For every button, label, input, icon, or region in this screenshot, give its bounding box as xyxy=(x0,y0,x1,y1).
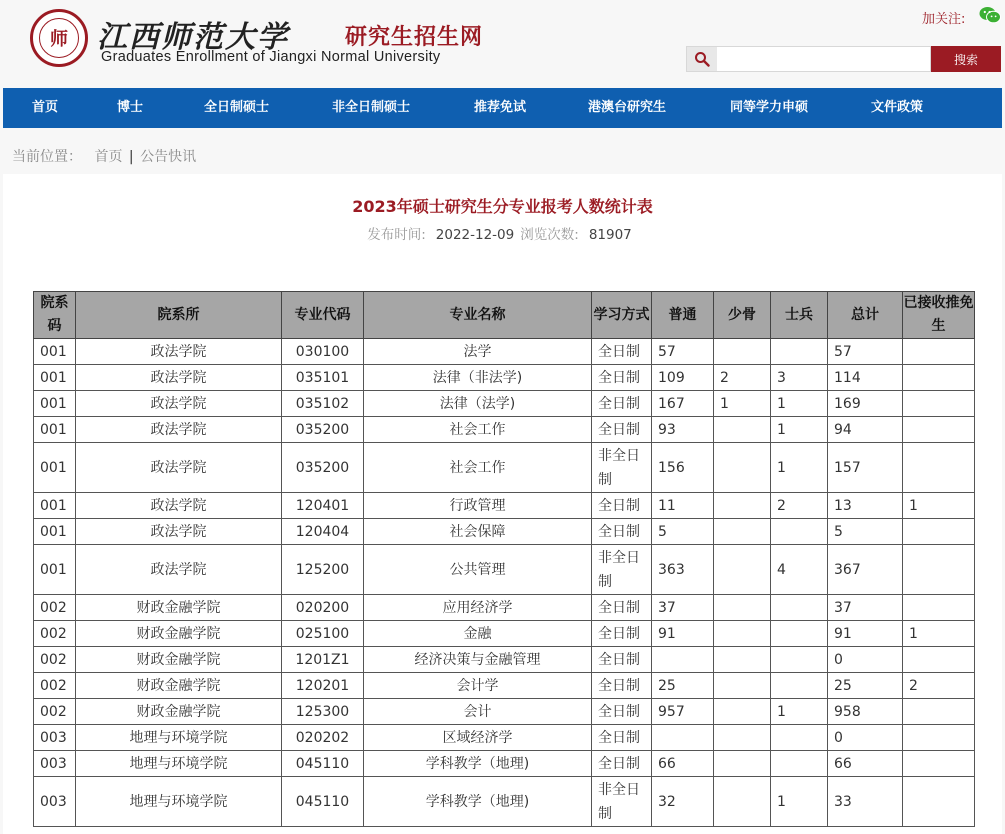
column-header: 少骨 xyxy=(714,292,771,339)
table-cell: 学科教学（地理) xyxy=(364,751,592,777)
table-row xyxy=(34,545,975,595)
table-cell xyxy=(714,621,771,647)
table-cell xyxy=(903,699,975,725)
view-count-label: 浏览次数: xyxy=(520,227,579,243)
article-content xyxy=(3,174,1002,834)
table-cell xyxy=(714,493,771,519)
table-cell: 125300 xyxy=(282,699,364,725)
table-cell: 非全日制 xyxy=(592,777,652,827)
table-cell: 002 xyxy=(34,673,76,699)
publish-date-label: 发布时间: xyxy=(367,227,426,243)
table-cell: 政法学院 xyxy=(76,391,282,417)
table-cell: 政法学院 xyxy=(76,417,282,443)
table-cell: 94 xyxy=(828,417,903,443)
table-cell: 030100 xyxy=(282,339,364,365)
breadcrumb-prefix: 当前位置： xyxy=(12,149,82,165)
table-cell: 1 xyxy=(771,443,828,493)
table-cell: 0 xyxy=(828,647,903,673)
table-cell: 社会工作 xyxy=(364,417,592,443)
table-row xyxy=(34,725,975,751)
table-cell: 11 xyxy=(652,493,714,519)
table-cell xyxy=(714,673,771,699)
table-cell: 109 xyxy=(652,365,714,391)
table-cell: 全日制 xyxy=(592,647,652,673)
table-cell: 020202 xyxy=(282,725,364,751)
table-row xyxy=(34,417,975,443)
table-cell: 政法学院 xyxy=(76,545,282,595)
table-cell: 32 xyxy=(652,777,714,827)
table-cell: 会计学 xyxy=(364,673,592,699)
table-cell: 会计 xyxy=(364,699,592,725)
table-cell xyxy=(903,777,975,827)
table-row xyxy=(34,699,975,725)
table-cell: 全日制 xyxy=(592,493,652,519)
table-cell: 1 xyxy=(771,417,828,443)
table-cell: 91 xyxy=(828,621,903,647)
table-cell xyxy=(714,725,771,751)
table-row xyxy=(34,751,975,777)
table-cell: 财政金融学院 xyxy=(76,673,282,699)
view-count: 81907 xyxy=(588,227,632,243)
table-cell xyxy=(714,443,771,493)
table-row xyxy=(34,365,975,391)
search-icon[interactable] xyxy=(687,47,717,71)
table-cell xyxy=(714,519,771,545)
table-cell: 政法学院 xyxy=(76,339,282,365)
table-cell: 法学 xyxy=(364,339,592,365)
table-cell: 002 xyxy=(34,699,76,725)
table-row xyxy=(34,443,975,493)
publish-date: 2022-12-09 xyxy=(435,227,515,243)
column-header: 士兵 xyxy=(771,292,828,339)
table-cell: 035200 xyxy=(282,443,364,493)
table-cell: 25 xyxy=(828,673,903,699)
search-input[interactable] xyxy=(718,47,928,71)
table-cell: 非全日制 xyxy=(592,545,652,595)
table-cell: 全日制 xyxy=(592,699,652,725)
table-cell xyxy=(714,699,771,725)
site-header xyxy=(0,0,1005,88)
table-cell: 财政金融学院 xyxy=(76,595,282,621)
table-cell: 财政金融学院 xyxy=(76,621,282,647)
table-row xyxy=(34,339,975,365)
table-cell: 全日制 xyxy=(592,391,652,417)
table-cell: 001 xyxy=(34,339,76,365)
column-header: 院系码 xyxy=(34,292,76,339)
table-row xyxy=(34,673,975,699)
table-cell: 25 xyxy=(652,673,714,699)
table-row xyxy=(34,621,975,647)
table-cell xyxy=(714,417,771,443)
table-cell: 行政管理 xyxy=(364,493,592,519)
table-cell xyxy=(714,647,771,673)
table-cell: 全日制 xyxy=(592,519,652,545)
table-cell: 367 xyxy=(828,545,903,595)
table-cell xyxy=(652,647,714,673)
table-cell: 1201Z1 xyxy=(282,647,364,673)
table-cell: 社会保障 xyxy=(364,519,592,545)
table-cell xyxy=(771,621,828,647)
table-cell xyxy=(903,725,975,751)
table-cell: 001 xyxy=(34,519,76,545)
table-cell: 120401 xyxy=(282,493,364,519)
table-cell: 地理与环境学院 xyxy=(76,751,282,777)
table-row xyxy=(34,595,975,621)
table-cell: 财政金融学院 xyxy=(76,647,282,673)
nav-item-home[interactable]: 首页 xyxy=(32,100,59,115)
table-cell: 66 xyxy=(828,751,903,777)
table-cell: 57 xyxy=(652,339,714,365)
table-cell: 363 xyxy=(652,545,714,595)
table-row xyxy=(34,519,975,545)
table-cell: 37 xyxy=(652,595,714,621)
column-header: 学习方式 xyxy=(592,292,652,339)
table-cell: 经济决策与金融管理 xyxy=(364,647,592,673)
table-cell: 政法学院 xyxy=(76,365,282,391)
table-cell: 125200 xyxy=(282,545,364,595)
table-cell: 地理与环境学院 xyxy=(76,725,282,751)
table-cell: 全日制 xyxy=(592,621,652,647)
table-cell: 全日制 xyxy=(592,725,652,751)
table-cell: 应用经济学 xyxy=(364,595,592,621)
nav-item-policy-files[interactable]: 文件政策 xyxy=(871,100,924,115)
table-cell xyxy=(714,595,771,621)
table-cell: 公共管理 xyxy=(364,545,592,595)
table-cell: 4 xyxy=(771,545,828,595)
table-cell: 156 xyxy=(652,443,714,493)
column-header: 院系所 xyxy=(76,292,282,339)
table-cell: 045110 xyxy=(282,777,364,827)
table-cell: 003 xyxy=(34,777,76,827)
table-cell xyxy=(903,417,975,443)
table-cell: 035200 xyxy=(282,417,364,443)
table-cell xyxy=(714,777,771,827)
table-cell: 2 xyxy=(714,365,771,391)
table-cell: 035101 xyxy=(282,365,364,391)
table-cell xyxy=(903,751,975,777)
table-cell: 120201 xyxy=(282,673,364,699)
table-cell xyxy=(903,391,975,417)
table-cell xyxy=(771,647,828,673)
breadcrumb-current-link[interactable]: 公告快讯 xyxy=(140,149,197,165)
table-cell xyxy=(903,545,975,595)
table-cell: 2 xyxy=(771,493,828,519)
column-header: 已接收推免生 xyxy=(903,292,975,339)
table-cell: 3 xyxy=(771,365,828,391)
table-cell: 002 xyxy=(34,621,76,647)
table-cell: 001 xyxy=(34,365,76,391)
table-cell: 120404 xyxy=(282,519,364,545)
table-cell xyxy=(771,751,828,777)
nav-item-parttime-master[interactable]: 非全日制硕士 xyxy=(332,100,411,115)
university-seal-logo[interactable] xyxy=(30,9,88,67)
table-cell: 002 xyxy=(34,647,76,673)
table-cell: 法律（法学) xyxy=(364,391,592,417)
table-cell xyxy=(771,673,828,699)
table-cell: 5 xyxy=(828,519,903,545)
table-body xyxy=(34,339,975,827)
table-cell: 57 xyxy=(828,339,903,365)
table-cell: 020200 xyxy=(282,595,364,621)
table-cell: 169 xyxy=(828,391,903,417)
table-header-row xyxy=(34,292,975,339)
table-cell xyxy=(771,519,828,545)
search-box xyxy=(686,46,931,72)
table-cell: 13 xyxy=(828,493,903,519)
column-header: 专业名称 xyxy=(364,292,592,339)
nav-item-equivalent-degree[interactable]: 同等学力申硕 xyxy=(730,100,809,115)
table-cell: 全日制 xyxy=(592,365,652,391)
table-cell: 001 xyxy=(34,443,76,493)
table-cell: 025100 xyxy=(282,621,364,647)
statistics-table xyxy=(33,291,975,827)
table-cell: 5 xyxy=(652,519,714,545)
table-cell: 全日制 xyxy=(592,595,652,621)
table-cell: 地理与环境学院 xyxy=(76,777,282,827)
table-cell: 001 xyxy=(34,417,76,443)
column-header: 总计 xyxy=(828,292,903,339)
article-title: 2023年硕士研究生分专业报考人数统计表 xyxy=(352,197,653,216)
table-cell: 学科教学（地理) xyxy=(364,777,592,827)
breadcrumb-separator: | xyxy=(128,149,134,165)
table-cell: 002 xyxy=(34,595,76,621)
table-cell: 全日制 xyxy=(592,339,652,365)
table-cell xyxy=(903,647,975,673)
table-row xyxy=(34,777,975,827)
table-cell: 0 xyxy=(828,725,903,751)
table-cell: 66 xyxy=(652,751,714,777)
table-cell: 167 xyxy=(652,391,714,417)
table-cell xyxy=(903,339,975,365)
table-cell: 37 xyxy=(828,595,903,621)
table-cell: 法律（非法学) xyxy=(364,365,592,391)
table-cell: 全日制 xyxy=(592,417,652,443)
table-cell: 1 xyxy=(771,391,828,417)
table-cell: 1 xyxy=(903,493,975,519)
column-header: 专业代码 xyxy=(282,292,364,339)
table-cell: 958 xyxy=(828,699,903,725)
breadcrumb xyxy=(12,146,196,166)
table-cell xyxy=(903,365,975,391)
table-cell: 003 xyxy=(34,751,76,777)
table-cell: 33 xyxy=(828,777,903,827)
university-name-cn: 江西师范大学 xyxy=(97,20,289,55)
nav-item-hk-macao-taiwan[interactable]: 港澳台研究生 xyxy=(588,100,667,115)
column-header: 普通 xyxy=(652,292,714,339)
table-cell xyxy=(771,725,828,751)
table-cell: 全日制 xyxy=(592,751,652,777)
nav-item-doctoral[interactable]: 博士 xyxy=(117,100,144,115)
table-cell: 157 xyxy=(828,443,903,493)
table-cell: 金融 xyxy=(364,621,592,647)
table-cell: 全日制 xyxy=(592,673,652,699)
table-cell: 001 xyxy=(34,545,76,595)
nav-item-fulltime-master[interactable]: 全日制硕士 xyxy=(204,100,270,115)
table-row xyxy=(34,647,975,673)
table-cell: 2 xyxy=(903,673,975,699)
table-cell: 114 xyxy=(828,365,903,391)
table-cell xyxy=(903,519,975,545)
breadcrumb-home-link[interactable]: 首页 xyxy=(94,149,123,165)
table-cell: 957 xyxy=(652,699,714,725)
table-cell: 政法学院 xyxy=(76,519,282,545)
table-cell: 91 xyxy=(652,621,714,647)
seal-mark: 师 xyxy=(39,18,79,58)
table-cell xyxy=(714,339,771,365)
table-cell: 93 xyxy=(652,417,714,443)
table-cell: 政法学院 xyxy=(76,493,282,519)
table-cell: 1 xyxy=(714,391,771,417)
table-cell: 社会工作 xyxy=(364,443,592,493)
table-cell: 001 xyxy=(34,391,76,417)
table-cell: 1 xyxy=(903,621,975,647)
table-cell: 035102 xyxy=(282,391,364,417)
table-cell xyxy=(714,545,771,595)
wechat-icon[interactable] xyxy=(979,6,1001,24)
site-name-cn: 研究生招生网 xyxy=(345,25,484,50)
table-row xyxy=(34,391,975,417)
table-cell: 045110 xyxy=(282,751,364,777)
table-cell xyxy=(652,725,714,751)
table-cell: 非全日制 xyxy=(592,443,652,493)
search-button[interactable]: 搜索 xyxy=(931,46,1001,72)
table-cell: 1 xyxy=(771,699,828,725)
table-cell: 1 xyxy=(771,777,828,827)
main-nav xyxy=(3,88,1002,128)
table-cell xyxy=(771,339,828,365)
article-meta xyxy=(3,223,1002,243)
table-cell: 003 xyxy=(34,725,76,751)
table-cell xyxy=(903,443,975,493)
table-cell: 财政金融学院 xyxy=(76,699,282,725)
site-name-en: Graduates Enrollment of Jiangxi Normal University xyxy=(101,49,441,65)
follow-label: 加关注: xyxy=(922,12,966,27)
nav-item-recommendation[interactable]: 推荐免试 xyxy=(474,100,527,115)
table-cell xyxy=(771,595,828,621)
table-cell: 001 xyxy=(34,493,76,519)
table-cell xyxy=(714,751,771,777)
table-row xyxy=(34,493,975,519)
table-cell xyxy=(903,595,975,621)
table-cell: 区域经济学 xyxy=(364,725,592,751)
table-cell: 政法学院 xyxy=(76,443,282,493)
